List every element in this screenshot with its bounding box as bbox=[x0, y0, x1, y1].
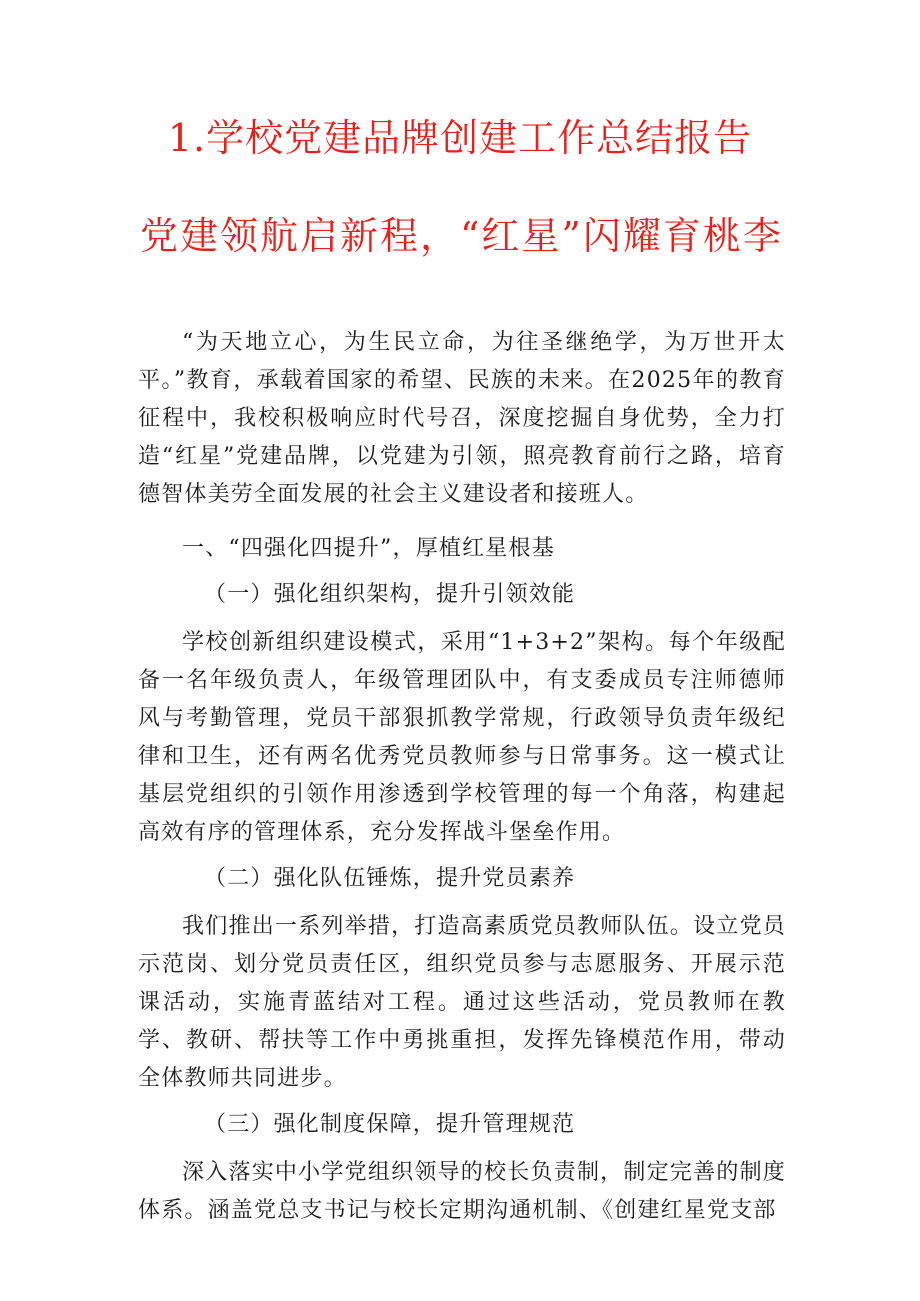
document-subtitle: 党建领航启新程，“红星”闪耀育桃李 bbox=[140, 214, 783, 258]
document-title: 1.学校党建品牌创建工作总结报告 bbox=[167, 116, 753, 160]
intro-paragraph: “为天地立心，为生民立命，为往圣继绝学，为万世开太平。”教育，承载着国家的希望、民族的未来。在2025年的教育征程中，我校积极响应时代号召，深度挖掘自身优势，全力打造“红星”党建品牌，以党建为引领，照亮教育前行之路，培育德智体美劳全面发展的社会主义建设者和接班人。 bbox=[138, 330, 786, 507]
subsection-2-text: 我们推出一系列举措，打造高素质党员教师队伍。设立党员示范岗、划分党员责任区，组织党员参与志愿服务、开展示范课活动，实施青蓝结对工程。通过这些活动，党员教师在教学、教研、帮扶等工作中勇挑重担，发挥先锋模范作用，带动全体教师共同进步。 bbox=[138, 914, 786, 1091]
section-1-heading: 一、“四强化四提升”，厚植红星根基 bbox=[182, 536, 555, 561]
subsection-1-heading: （一）强化组织架构，提升引领效能 bbox=[204, 582, 576, 607]
subsection-1-text: 学校创新组织建设模式，采用“1+3+2”架构。每个年级配备一名年级负责人，年级管理团队中，有支委成员专注师德师风与考勤管理，党员干部狠抓教学常规，行政领导负责年级纪律和卫生，还有两名优秀党员教师参与日常事务。这一模式让基层党组织的引领作用渗透到学校管理的每一个角落，构建起高效有序的管理体系，充分发挥战斗堡垒作用。 bbox=[138, 630, 786, 845]
subsection-3-heading: （三）强化制度保障，提升管理规范 bbox=[204, 1112, 576, 1137]
subsection-2-heading: （二）强化队伍锤炼，提升党员素养 bbox=[204, 866, 576, 891]
subsection-3-text: 深入落实中小学党组织领导的校长负责制，制定完善的制度体系。涵盖党总支书记与校长定期沟通机制、《创建红星党支部 bbox=[138, 1160, 786, 1223]
document-body bbox=[138, 324, 786, 1230]
